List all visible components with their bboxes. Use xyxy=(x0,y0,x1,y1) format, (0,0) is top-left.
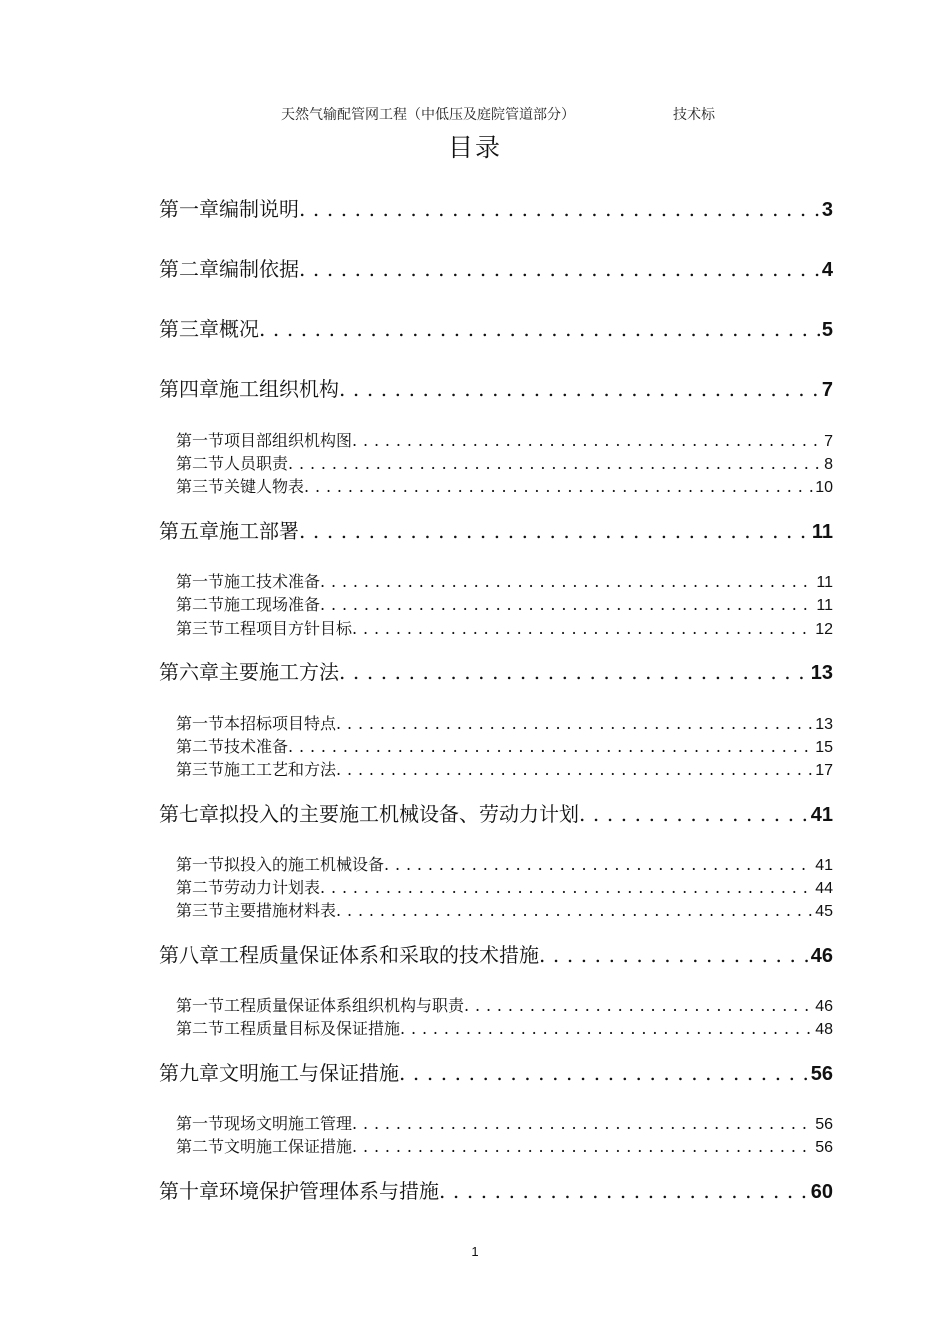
toc-section-entry[interactable] xyxy=(176,734,833,756)
header-project-title: 天然气输配管网工程（中低压及庭院管道部分） xyxy=(281,107,575,123)
toc-entry-text: 第二节劳动力计划表 xyxy=(176,878,321,897)
dot-leader xyxy=(439,1179,809,1203)
dot-leader xyxy=(304,477,813,496)
toc-page-number: 45 xyxy=(815,903,833,920)
toc-page-number: 4 xyxy=(821,259,833,281)
toc-entry-text: 第一节现场文明施工管理 xyxy=(176,1114,353,1133)
dot-leader xyxy=(352,1114,813,1133)
toc-page-number: 48 xyxy=(815,1021,833,1038)
running-header xyxy=(0,104,950,126)
toc-section-entry[interactable] xyxy=(176,1111,833,1133)
toc-entry-text: 第一节施工技术准备 xyxy=(176,572,321,591)
dot-leader xyxy=(336,714,813,733)
toc-entry-text: 第二节技术准备 xyxy=(176,737,289,756)
toc-page-number: 60 xyxy=(810,1181,833,1203)
toc-entry-text: 第三章概况 xyxy=(159,317,259,341)
toc-chapter-entry[interactable] xyxy=(159,939,833,967)
dot-leader xyxy=(339,377,820,401)
toc-page-number: 13 xyxy=(810,662,833,684)
toc-entry-text: 第一节拟投入的施工机械设备 xyxy=(176,855,385,874)
toc-page-number: 3 xyxy=(821,199,833,221)
toc-section-entry[interactable] xyxy=(176,852,833,874)
toc-chapter-entry[interactable] xyxy=(159,515,833,543)
dot-leader xyxy=(336,901,813,920)
toc-page-number: 11 xyxy=(811,521,833,543)
toc-section-entry[interactable] xyxy=(176,1134,833,1156)
toc-entry-text: 第七章拟投入的主要施工机械设备、劳动力计划 xyxy=(159,802,579,826)
dot-leader xyxy=(400,1019,813,1038)
toc-chapter-entry[interactable] xyxy=(159,253,833,281)
dot-leader xyxy=(299,519,810,543)
toc-section-entry[interactable] xyxy=(176,616,833,638)
toc-page-number: 13 xyxy=(815,716,833,733)
dot-leader xyxy=(399,1061,809,1085)
toc-chapter-entry[interactable] xyxy=(159,798,833,826)
dot-leader xyxy=(288,737,813,756)
header-doc-type: 技术标 xyxy=(673,107,715,123)
toc-entry-text: 第六章主要施工方法 xyxy=(159,660,339,684)
toc-page-number: 11 xyxy=(816,597,833,614)
toc-page-number: 56 xyxy=(810,1063,833,1085)
toc-section-entry[interactable] xyxy=(176,451,833,473)
dot-leader xyxy=(352,1137,813,1156)
toc-entry-text: 第二节人员职责 xyxy=(176,454,289,473)
dot-leader xyxy=(464,996,813,1015)
toc-chapter-entry[interactable] xyxy=(159,313,833,341)
toc-entry-text: 第二节工程质量目标及保证措施 xyxy=(176,1019,401,1038)
toc-section-entry[interactable] xyxy=(176,569,833,591)
toc-section-entry[interactable] xyxy=(176,898,833,920)
toc-chapter-entry[interactable] xyxy=(159,1057,833,1085)
dot-leader xyxy=(320,595,814,614)
toc-section-entry[interactable] xyxy=(176,875,833,897)
toc-entry-text: 第三节施工工艺和方法 xyxy=(176,760,337,779)
dot-leader xyxy=(299,257,820,281)
toc-section-entry[interactable] xyxy=(176,592,833,614)
dot-leader xyxy=(539,943,809,967)
toc-page-number: 41 xyxy=(810,804,833,826)
toc-entry-text: 第三节工程项目方针目标 xyxy=(176,619,353,638)
toc-page-number: 56 xyxy=(815,1116,833,1133)
toc-chapter-entry[interactable] xyxy=(159,373,833,401)
dot-leader xyxy=(320,878,813,897)
toc-entry-text: 第二节文明施工保证措施 xyxy=(176,1137,353,1156)
toc-section-entry[interactable] xyxy=(176,711,833,733)
toc-page-number: 41 xyxy=(815,857,833,874)
toc-page-number: 10 xyxy=(815,479,833,496)
dot-leader xyxy=(352,619,813,638)
toc-page-number: 5 xyxy=(821,319,833,341)
toc-entry-text: 第五章施工部署 xyxy=(159,519,299,543)
dot-leader xyxy=(384,855,813,874)
toc-chapter-entry[interactable] xyxy=(159,656,833,684)
dot-leader xyxy=(336,760,813,779)
toc-chapter-entry[interactable] xyxy=(159,193,833,221)
toc-section-entry[interactable] xyxy=(176,474,833,496)
toc-entry-text: 第二节施工现场准备 xyxy=(176,595,321,614)
page-number: 1 xyxy=(471,1244,479,1259)
toc-section-entry[interactable] xyxy=(176,428,833,450)
dot-leader xyxy=(288,454,822,473)
toc-page-number: 46 xyxy=(815,998,833,1015)
toc-page-number: 7 xyxy=(821,379,833,401)
dot-leader xyxy=(339,660,809,684)
dot-leader xyxy=(579,802,809,826)
toc-entry-text: 第三节主要措施材料表 xyxy=(176,901,337,920)
page-title: 目录 xyxy=(447,133,502,162)
dot-leader xyxy=(259,317,820,341)
toc-entry-text: 第十章环境保护管理体系与措施 xyxy=(159,1179,439,1203)
toc-entry-text: 第二章编制依据 xyxy=(159,257,299,281)
toc-entry-text: 第九章文明施工与保证措施 xyxy=(159,1061,399,1085)
toc-entry-text: 第八章工程质量保证体系和采取的技术措施 xyxy=(159,943,539,967)
dot-leader xyxy=(352,431,822,450)
toc-page-number: 15 xyxy=(815,739,833,756)
toc-entry-text: 第一节本招标项目特点 xyxy=(176,714,337,733)
toc-page-number: 8 xyxy=(824,456,833,473)
toc-page-number: 17 xyxy=(815,762,833,779)
toc-section-entry[interactable] xyxy=(176,757,833,779)
toc-entry-text: 第一节工程质量保证体系组织机构与职责 xyxy=(176,996,465,1015)
toc-page-number: 46 xyxy=(810,945,833,967)
toc-page-number: 44 xyxy=(815,880,833,897)
toc-entry-text: 第三节关键人物表 xyxy=(176,477,305,496)
toc-entry-text: 第四章施工组织机构 xyxy=(159,377,339,401)
dot-leader xyxy=(299,197,820,221)
toc-section-entry[interactable] xyxy=(176,1016,833,1038)
toc-page-number: 11 xyxy=(816,574,833,591)
toc-page-number: 56 xyxy=(815,1139,833,1156)
toc-page-number: 7 xyxy=(824,433,833,450)
toc-entry-text: 第一节项目部组织机构图 xyxy=(176,431,353,450)
dot-leader xyxy=(320,572,814,591)
toc-entry-text: 第一章编制说明 xyxy=(159,197,299,221)
toc-chapter-entry[interactable] xyxy=(159,1175,833,1203)
toc-page-number: 12 xyxy=(815,621,833,638)
toc-section-entry[interactable] xyxy=(176,993,833,1015)
